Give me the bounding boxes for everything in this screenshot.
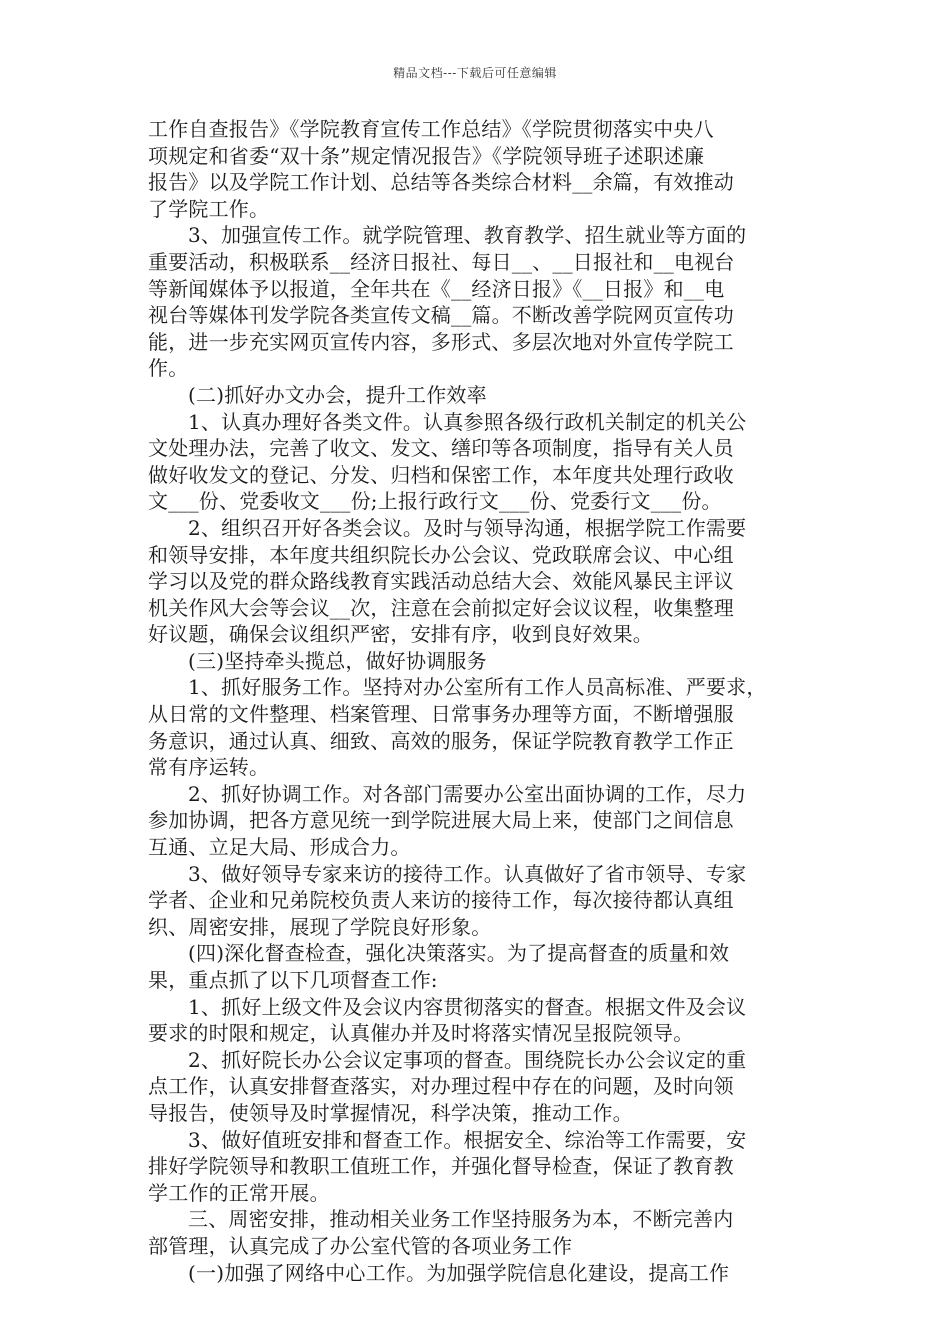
text-line: 机关作风大会等会议__次，注意在会前拟定好会议议程，收集整理 bbox=[148, 595, 734, 620]
text-line: 文处理办法，完善了收文、发文、缮印等各项制度，指导有关人员 bbox=[148, 436, 734, 461]
text-line: 报告》以及学院工作计划、总结等各类综合材料__余篇，有效推动 bbox=[148, 170, 734, 195]
text-line: 和领导安排，本年度共组织院长办公会议、党政联席会议、中心组 bbox=[148, 542, 734, 567]
text-line: 导报告，使领导及时掌握情况，科学决策，推动工作。 bbox=[148, 1100, 633, 1125]
text-line: (二)抓好办文办会，提升工作效率 bbox=[188, 382, 487, 407]
text-line: 3、做好值班安排和督查工作。根据安全、综治等工作需要，安 bbox=[188, 1127, 747, 1152]
text-line: 三、周密安排，推动相关业务工作坚持服务为本，不断完善内 bbox=[188, 1207, 734, 1232]
text-line: 好议题，确保会议组织严密，安排有序，收到良好效果。 bbox=[148, 622, 653, 647]
text-line: 务意识，通过认真、细致、高效的服务，保证学院教育教学工作正 bbox=[148, 728, 734, 753]
text-line: 参加协调，把各方意见统一到学院进展大局上来，使部门之间信息 bbox=[148, 808, 734, 833]
text-line: 学习以及党的群众路线教育实践活动总结大会、效能风暴民主评议 bbox=[148, 569, 734, 594]
text-line: 部管理，认真完成了办公室代管的各项业务工作 bbox=[148, 1233, 573, 1258]
text-line: 学工作的正常开展。 bbox=[148, 1180, 330, 1205]
text-line: (三)坚持牵头揽总，做好协调服务 bbox=[188, 648, 487, 673]
text-line: 2、抓好院长办公会议定事项的督查。围绕院长办公会议定的重 bbox=[188, 1047, 747, 1072]
text-line: 2、组织召开好各类会议。及时与领导沟通，根据学院工作需要 bbox=[188, 515, 747, 540]
text-line: 常有序运转。 bbox=[148, 755, 270, 780]
text-line: 互通、立足大局、形成合力。 bbox=[148, 835, 411, 860]
text-line: 3、做好领导专家来访的接待工作。认真做好了省市领导、专家 bbox=[188, 861, 747, 886]
text-line: 了学院工作。 bbox=[148, 196, 270, 221]
text-line: (一)加强了网络中心工作。为加强学院信息化建设，提高工作 bbox=[188, 1260, 730, 1285]
text-line: 1、抓好上级文件及会议内容贯彻落实的督查。根据文件及会议 bbox=[188, 994, 747, 1019]
text-line: 做好收发文的登记、分发、归档和保密工作，本年度共处理行政收 bbox=[148, 462, 734, 487]
text-line: 果，重点抓了以下几项督查工作: bbox=[148, 968, 438, 992]
text-line: 作。 bbox=[148, 356, 189, 381]
text-line: 3、加强宣传工作。就学院管理、教育教学、招生就业等方面的 bbox=[188, 223, 747, 248]
text-line: 重要活动，积极联系__经济日报社、每日__、__日报社和__电视台 bbox=[148, 249, 735, 274]
text-line: 织、周密安排，展现了学院良好形象。 bbox=[148, 914, 492, 939]
text-line: 视台等媒体刊发学院各类宣传文稿__篇。不断改善学院网页宣传功 bbox=[148, 303, 734, 328]
text-line: 等新闻媒体予以报道，全年共在《__经济日报》《__日报》和__电 bbox=[148, 276, 725, 301]
text-line: 1、抓好服务工作。坚持对办公室所有工作人员高标准、严要求， bbox=[188, 675, 767, 700]
text-line: 要求的时限和规定，认真催办并及时将落实情况呈报院领导。 bbox=[148, 1021, 694, 1046]
text-line: 文___份、党委收文___份;上报行政行文___份、党委行文___份。 bbox=[148, 489, 722, 514]
page-header: 精品文档---下载后可任意编辑 bbox=[393, 66, 557, 80]
text-line: 学者、企业和兄弟院校负责人来访的接待工作，每次接待都认真组 bbox=[148, 888, 734, 913]
text-line: (四)深化督查检查，强化决策落实。为了提高督查的质量和效 bbox=[188, 941, 730, 966]
text-line: 能，进一步充实网页宣传内容，多形式、多层次地对外宣传学院工 bbox=[148, 329, 734, 354]
document-body bbox=[148, 116, 818, 1286]
text-line: 2、抓好协调工作。对各部门需要办公室出面协调的工作，尽力 bbox=[188, 781, 747, 806]
text-line: 1、认真办理好各类文件。认真参照各级行政机关制定的机关公 bbox=[188, 409, 747, 434]
text-line: 从日常的文件整理、档案管理、日常事务办理等方面，不断增强服 bbox=[148, 702, 734, 727]
text-line: 项规定和省委“双十条”规定情况报告》《学院领导班子述职述廉 bbox=[148, 143, 705, 168]
text-line: 工作自查报告》《学院教育宣传工作总结》《学院贯彻落实中央八 bbox=[148, 117, 714, 141]
text-line: 点工作，认真安排督查落实，对办理过程中存在的问题，及时向领 bbox=[148, 1074, 734, 1099]
text-line: 排好学院领导和教职工值班工作，并强化督导检查，保证了教育教 bbox=[148, 1154, 734, 1179]
